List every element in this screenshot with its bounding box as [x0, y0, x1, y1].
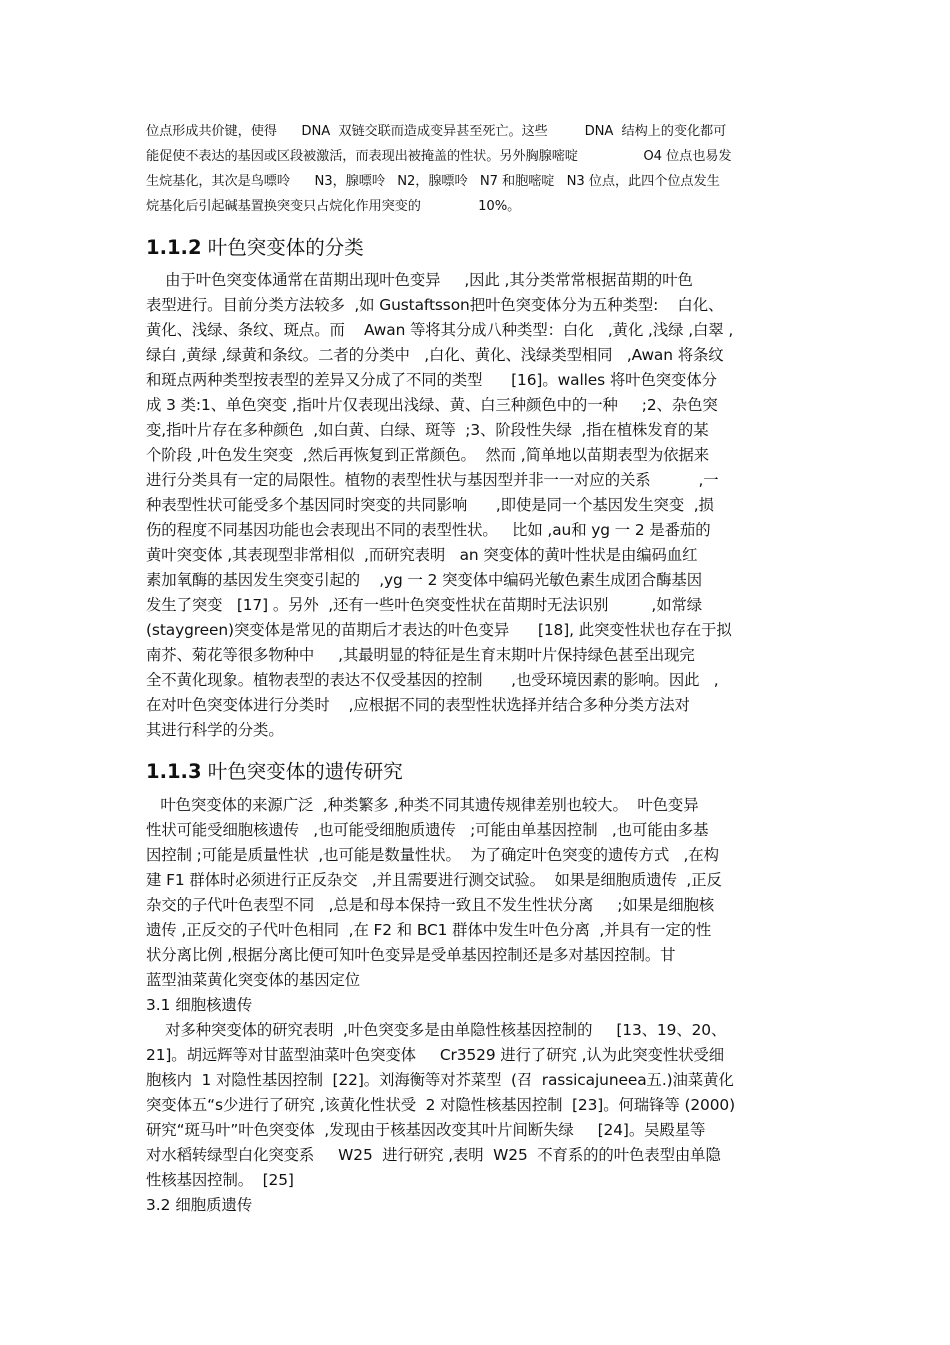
paragraph-line: 发生了突变 [17] 。另外 ,还有一些叶色突变性状在苗期时无法识别 ,如常绿 [146, 596, 703, 614]
paragraph-line: 全不黄化现象。植物表型的表达不仅受基因的控制 ,也受环境因素的影响。因此 , [146, 671, 719, 689]
paragraph-line: 叶色突变体的来源广泛 ,种类繁多 ,种类不同其遗传规律差别也较大。 叶色变异 [146, 796, 699, 814]
intro-line: 位点形成共价键，使得 DNA 双链交联而造成变异甚至死亡。这些 DNA 结构上的变化都可 [146, 124, 727, 139]
paragraph-line: 和斑点两种类型按表型的差异又分成了不同的类型 [16]。walles 将叶色突变体分 [146, 371, 717, 389]
paragraph-line: 黄叶突变体 ,其表现型非常相似 ,而研究表明 an 突变体的黄叶性状是由编码血红 [146, 546, 698, 564]
paragraph-line: 遗传 ,正反交的子代叶色相同 ,在 F2 和 BC1 群体中发生叶色分离 ,并具有一定的性 [146, 921, 712, 939]
section-title: 叶色突变体的遗传研究 [207, 760, 403, 783]
paragraph-line: 进行分类具有一定的局限性。植物的表型性状与基因型并非一一对应的关系 ,一 [146, 471, 719, 489]
paragraph-line: 南芥、菊花等很多物种中 ,其最明显的特征是生育末期叶片保持绿色甚至出现完 [146, 646, 695, 664]
paragraph-line: 21]。胡远辉等对甘蓝型油菜叶色突变体 Cr3529 进行了研究 ,认为此突变性状受细 [146, 1046, 724, 1064]
intro-line: 生烷基化，其次是鸟嘌呤 N3，腺嘌呤 N2，腺嘌呤 N7 和胞嘧啶 N3 位点，此四个位点发生 [146, 174, 720, 189]
paragraph-line: 研究“斑马叶”叶色突变体 ,发现由于核基因改变其叶片间断失绿 [24]。吴殿星等 [146, 1121, 706, 1139]
section-number: 1.1.3 [146, 760, 202, 783]
paragraph-line: (staygreen)突变体是常见的苗期后才表达的叶色变异 [18], 此突变性状也存在于拟 [146, 621, 732, 639]
paragraph-line: 对多种突变体的研究表明 ,叶色突变多是由单隐性核基因控制的 [13、19、20、 [146, 1021, 727, 1039]
paragraph-line: 蓝型油菜黄化突变体的基因定位 [146, 971, 361, 989]
paragraph-line: 表型进行。目前分类方法较多 ,如 Gustaftsson把叶色突变体分为五种类型: 白化、 [146, 296, 724, 314]
paragraph-line: 对水稻转绿型白化突变系 W25 进行研究 ,表明 W25 不育系的的叶色表型由单隐 [146, 1146, 721, 1164]
paragraph-line: 性状可能受细胞核遗传 ,也可能受细胞质遗传 ;可能由单基因控制 ,也可能由多基 [146, 821, 709, 839]
paragraph-line: 性核基因控制。 [25] [146, 1171, 294, 1189]
paragraph-line: 个阶段 ,叶色发生突变 ,然后再恢复到正常颜色。 然而 ,简单地以苗期表型为依据来 [146, 446, 710, 464]
intro-line: 烷基化后引起碱基置换突变只占烷化作用突变的 10%。 [146, 199, 521, 214]
paragraph-line: 因控制 ;可能是质量性状 ,也可能是数量性状。 为了确定叶色突变的遗传方式 ,在构 [146, 846, 719, 864]
paragraph-line: 胞核内 1 对隐性基因控制 [22]。刘海衡等对芥菜型 (召 rassicajuneea五.)油菜黄化 [146, 1071, 734, 1089]
subsection-heading: 3.2 细胞质遗传 [146, 1196, 253, 1214]
paragraph-line: 突变体五“s少进行了研究 ,该黄化性状受 2 对隐性核基因控制 [23]。何瑞锋等 (2000) [146, 1096, 736, 1114]
section-number: 1.1.2 [146, 236, 202, 259]
paragraph-line: 由于叶色突变体通常在苗期出现叶色变异 ,因此 ,其分类常常根据苗期的叶色 [146, 271, 693, 289]
subsection-heading: 3.1 细胞核遗传 [146, 996, 253, 1014]
section-heading [146, 756, 403, 784]
intro-line: 能促使不表达的基因或区段被激活，而表现出被掩盖的性状。另外胸腺嘧啶 O4 位点也易发 [146, 149, 732, 164]
section-heading [146, 232, 364, 260]
section-title: 叶色突变体的分类 [207, 236, 364, 259]
paragraph-line: 状分离比例 ,根据分离比便可知叶色变异是受单基因控制还是多对基因控制。甘 [146, 946, 676, 964]
paragraph-line: 伤的程度不同基因功能也会表现出不同的表型性状。 比如 ,au和 yg 一 2 是番茄的 [146, 521, 711, 539]
paragraph-line: 素加氧酶的基因发生突变引起的 ,yg 一 2 突变体中编码光敏色素生成团合酶基因 [146, 571, 703, 589]
paragraph-line: 成 3 类:1、单色突变 ,指叶片仅表现出浅绿、黄、白三种颜色中的一种 ;2、杂色突 [146, 396, 718, 414]
paragraph-line: 变,指叶片存在多种颜色 ,如白黄、白绿、斑等 ;3、阶段性失绿 ,指在植株发育的某 [146, 421, 709, 439]
paragraph-line: 其进行科学的分类。 [146, 721, 284, 739]
paragraph-line: 在对叶色突变体进行分类时 ,应根据不同的表型性状选择并结合多种分类方法对 [146, 696, 690, 714]
paragraph-line: 绿白 ,黄绿 ,绿黄和条纹。二者的分类中 ,白化、黄化、浅绿类型相同 ,Awan 将条纹 [146, 346, 724, 364]
paragraph-line: 建 F1 群体时必须进行正反杂交 ,并且需要进行测交试验。 如果是细胞质遗传 ,正反 [146, 871, 722, 889]
paragraph-line: 杂交的子代叶色表型不同 ,总是和母本保持一致且不发生性状分离 ;如果是细胞核 [146, 896, 715, 914]
paragraph-line: 黄化、浅绿、条纹、斑点。而 Awan 等将其分成八种类型：白化 ,黄化 ,浅绿 ,白翠 , [146, 321, 734, 339]
paragraph-line: 种表型性状可能受多个基因同时突变的共同影响 ,即使是同一个基因发生突变 ,损 [146, 496, 714, 514]
